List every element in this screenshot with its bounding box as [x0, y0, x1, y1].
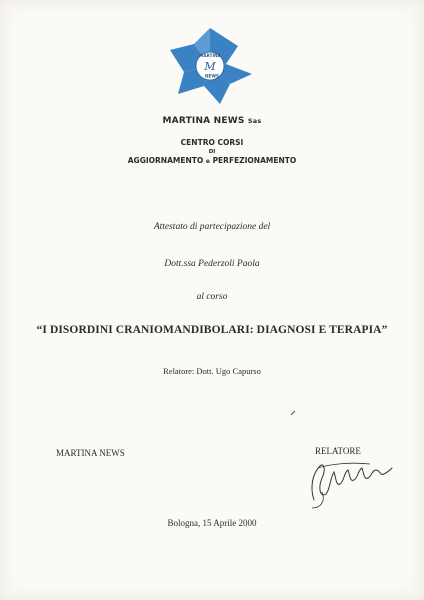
relatore-line: Relatore: Dott. Ugo Capurso — [163, 366, 261, 376]
logo-text-top: MARTINA — [199, 53, 221, 58]
company-suffix: Sas — [247, 117, 262, 125]
participant-name: Dott.ssa Pederzoli Paola — [164, 259, 260, 269]
footer-martina-news: MARTINA NEWS — [56, 448, 125, 458]
footer-relatore: RELATORE — [315, 446, 361, 456]
aggiornamento-line — [0, 156, 424, 165]
logo-text-bottom: NEWS — [205, 73, 219, 79]
logo-monogram-icon: M — [204, 60, 216, 73]
di-text: DI — [208, 149, 216, 155]
martina-news-logo — [160, 26, 260, 106]
al-corso-line: al corso — [196, 292, 228, 302]
perfezionamento-text: PERFEZIONAMENTO — [212, 156, 297, 165]
company-name — [0, 116, 424, 126]
centro-corsi: CENTRO CORSI — [180, 138, 244, 147]
ink-mark-icon — [290, 410, 296, 416]
relatore-signature-icon — [300, 448, 400, 510]
attestato-line: Attestato di partecipazione del — [153, 222, 271, 232]
aggiornamento-text: AGGIORNAMENTO — [127, 156, 204, 165]
place-date: Bologna, 15 Aprile 2000 — [167, 518, 257, 528]
aggiornamento-e: e — [205, 158, 210, 165]
company-name-text: MARTINA NEWS — [162, 116, 245, 126]
course-title: “I DISORDINI CRANIOMANDIBOLARI: DIAGNOSI E TERAPIA” — [36, 324, 388, 336]
